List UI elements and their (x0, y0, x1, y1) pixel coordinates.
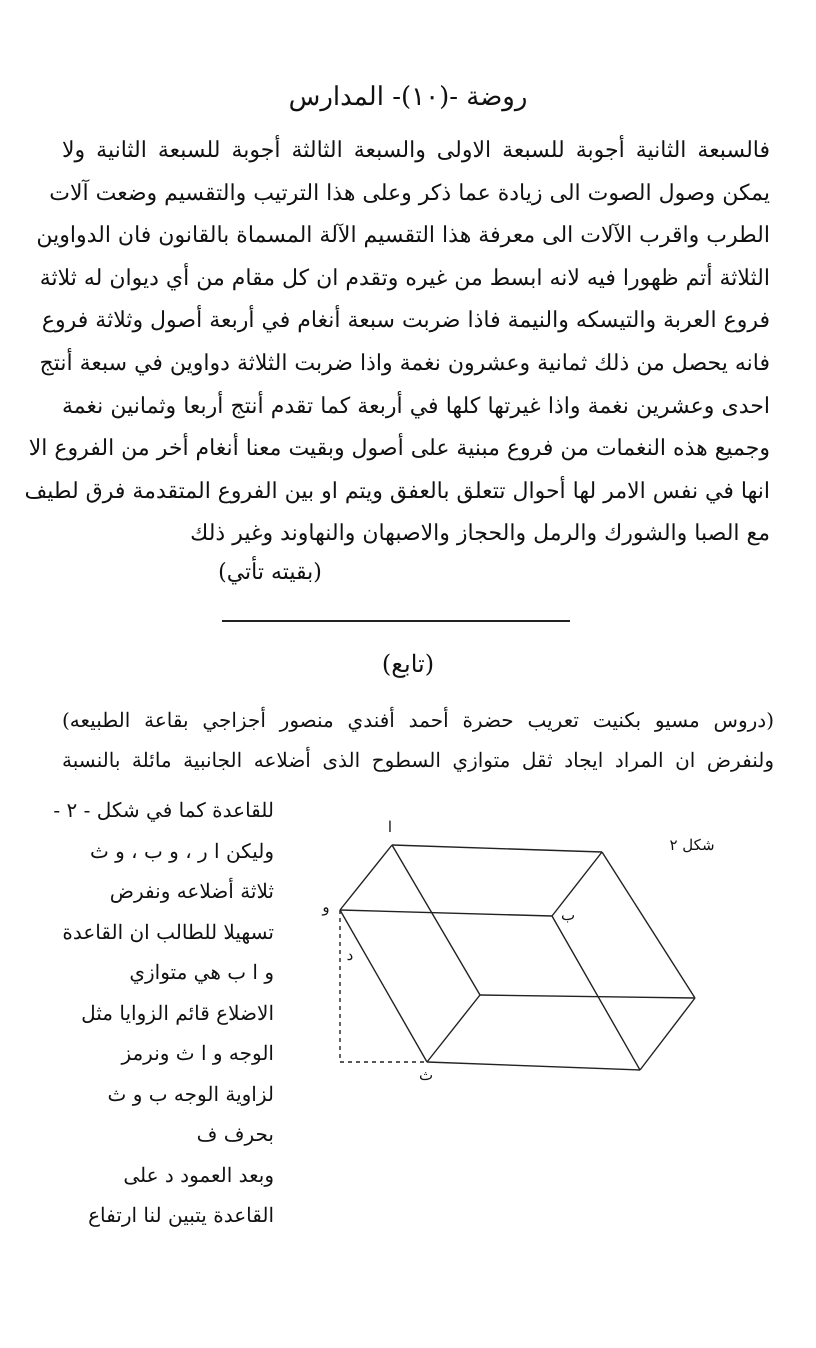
vertex-label: ا (387, 818, 393, 836)
figure-drawing (300, 800, 720, 1100)
body-line: فانه يحصل من ذلك ثمانية وعشرون نغمة واذا ضربت الثلاثة دواوين في سبعة أنتج (39, 350, 770, 376)
edge (552, 852, 602, 916)
vertex-label: ب (560, 906, 576, 924)
edge (392, 845, 480, 995)
edge (340, 910, 427, 1062)
body-line: فروع العربة والتيسكه والنيمة فاذا ضربت سبعة أنغام في أربعة أصول وثلاثة فروع (41, 308, 770, 334)
continued-note: (بقيته تأتي) (218, 560, 322, 585)
edge (340, 845, 392, 910)
follow-heading: (تابع) (381, 650, 435, 678)
side-line: للقاعدة كما في شكل - ٢ - (53, 798, 274, 822)
side-line: لزاوية الوجه ب و ث (107, 1081, 274, 1106)
body-line: الطرب واقرب الآلات الى معرفة هذا التقسيم الآلة المسماة بالقانون فان الدواوين (36, 223, 770, 249)
lesson-intro (62, 700, 774, 780)
side-line: وبعد العمود د على (123, 1162, 274, 1187)
edge (427, 1062, 640, 1070)
figure-caption: شكل ٢ (669, 836, 715, 854)
body-line: يمكن وصول الصوت الى زيادة عما ذكر وعلى هذا الترتيب والتقسيم وضعت آلات (49, 180, 770, 206)
edge (427, 995, 480, 1062)
body-line: مع الصبا والشورك والرمل والحجاز والاصبهان والنهاوند وغير ذلك (190, 521, 770, 547)
side-line: ثلاثة أضلاعه ونفرض (109, 879, 274, 903)
vertex-label: د (346, 946, 354, 964)
vertex-label: و (322, 898, 330, 916)
intro-line: (دروس مسيو بكنيت تعريب حضرة أحمد أفندي منصور أجزاجي بقاعة الطبيعه) (62, 708, 775, 732)
edge (480, 995, 695, 998)
edge (392, 845, 602, 852)
body-line: فالسبعة الثانية أجوبة للسبعة الاولى والسبعة الثالثة أجوبة للسبعة الثانية ولا (62, 138, 770, 163)
side-line: القاعدة يتبين لنا ارتفاع (88, 1203, 274, 1227)
page-header: روضة -(١٠)- المدارس (288, 82, 528, 112)
body-paragraph (24, 130, 770, 556)
edge (552, 916, 640, 1070)
edge (602, 852, 695, 998)
body-line: احدى وعشرين نغمة واذا غيرتها كلها في أربعة كما تقدم أنتج أربعا وثمانين نغمة (62, 393, 770, 419)
side-line: بحرف ف (196, 1122, 274, 1146)
side-line: الوجه و ا ث ونرمز (121, 1041, 274, 1065)
body-line: انها في نفس الامر لها أحوال تتعلق بالعفق ويتم او بين الفروع المتقدمة فرق لطيف (24, 478, 770, 504)
side-line: تسهيلا للطالب ان القاعدة (62, 919, 274, 944)
parallelepiped-figure (300, 800, 720, 1100)
side-line: وليكن ا ر ، و ب ، و ث (89, 838, 274, 863)
vertex-label: ث (418, 1066, 434, 1084)
body-line: وجميع هذه النغمات من فروع مبنية على أصول وبقيت معنا أنغام أخر من الفروع الا (28, 436, 770, 462)
side-text-column (53, 790, 274, 1236)
edge (640, 998, 695, 1070)
edge (340, 910, 552, 916)
side-line: الاضلاع قائم الزوايا مثل (81, 1000, 274, 1025)
side-line: و ا ب هي متوازي (129, 960, 274, 984)
section-divider (222, 620, 570, 622)
body-line: الثلاثة أتم ظهورا فيه لانه ابسط من غيره وتقدم ان كل مقام من أي ديوان له ثلاثة (39, 265, 770, 291)
intro-line: ولنفرض ان المراد ايجاد ثقل متوازي السطوح الذى أضلاعه الجانبية مائلة بالنسبة (62, 748, 774, 772)
